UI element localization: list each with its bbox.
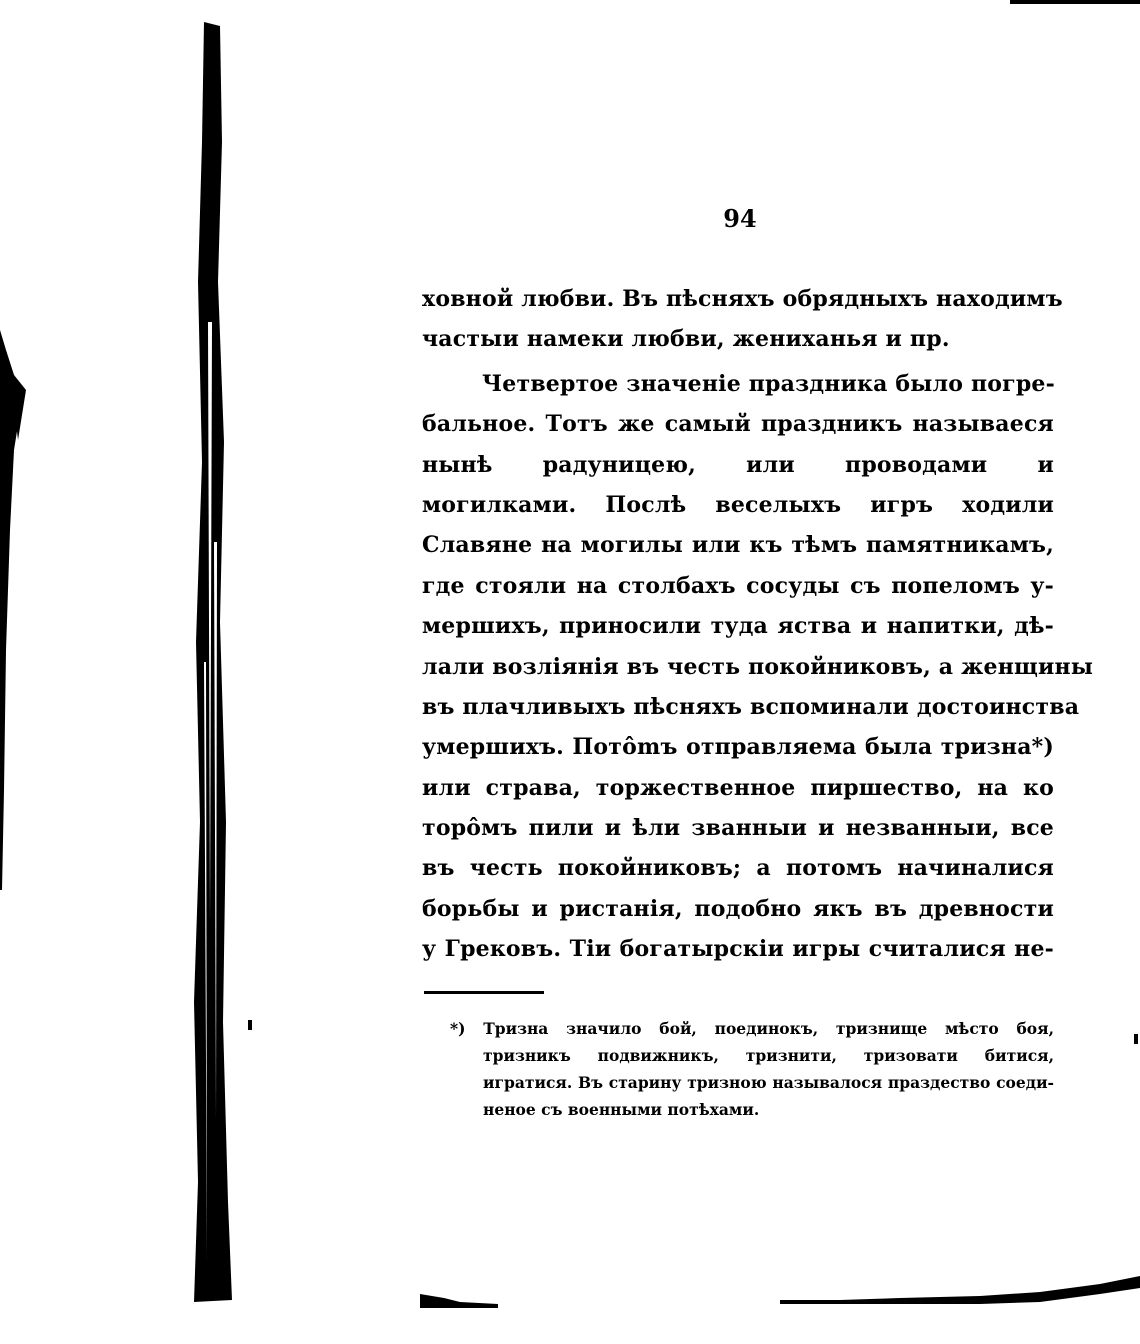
- footnote-line: тризникъ подвижникъ, тризнити, тризовати битися,: [483, 1046, 1054, 1065]
- footnote-separator: [424, 991, 544, 997]
- body-text: [422, 279, 1094, 970]
- text-line: где стояли на столбахъ сосуды съ попеломъ у-: [422, 572, 1054, 599]
- top-edge-mark: [1010, 0, 1140, 4]
- text-line: борьбы и ристанія, подобно якъ въ древности: [422, 895, 1054, 922]
- text-line: мершихъ, приносили туда яства и напитки, дѣ-: [422, 613, 1054, 640]
- text-line: частыи намеки любви, жениханья и пр.: [422, 326, 950, 353]
- footnote-line: *) Тризна значило бой, поединокъ, тризнище мѣсто боя,: [450, 1019, 1054, 1038]
- bottom-right-smudge: [780, 1270, 1140, 1310]
- footnote: [450, 1015, 1054, 1123]
- text-line: Славяне на могилы или къ тѣмъ памятникамъ,: [422, 532, 1054, 559]
- page-number: 94: [723, 204, 757, 233]
- text-line: бальное. Тотъ же самый праздникъ называеся: [422, 411, 1054, 438]
- left-page-edge: [0, 330, 30, 890]
- text-line: у Грековъ. Тіи богатырскіи игры считалися не-: [422, 936, 1054, 963]
- bottom-left-smudge: [420, 1292, 500, 1308]
- text-line: торôмъ пили и ѣли званныи и незванныи, все: [422, 815, 1054, 842]
- text-line: Четвертое значеніе праздника было погре-: [482, 370, 1055, 397]
- text-line: умершихъ. Потômъ отправляема была тризна*): [422, 734, 1054, 761]
- book-spine-shadow: [190, 22, 234, 1302]
- text-line: въ честь покойниковъ; а потомъ начиналися: [422, 855, 1054, 882]
- stray-mark: [248, 1020, 252, 1030]
- text-line: лали возліянія въ честь покойниковъ, а женщины: [422, 653, 1094, 680]
- footnote-line: игратися. Въ старину тризною называлося праздество соеди-: [483, 1073, 1054, 1092]
- stray-mark: [1134, 1034, 1138, 1044]
- text-line: или страва, торжественное пиршество, на ко: [422, 774, 1054, 801]
- text-line: ховной любви. Въ пѣсняхъ обрядныхъ находимъ: [422, 286, 1063, 312]
- footnote-line: неное съ военными потѣхами.: [483, 1100, 760, 1119]
- text-line: нынѣ радуницею, или проводами и: [422, 451, 1054, 478]
- text-line: въ плачливыхъ пѣсняхъ вспоминали достоинства: [422, 693, 1080, 720]
- text-line: могилками. Послѣ веселыхъ игръ ходили: [422, 491, 1054, 518]
